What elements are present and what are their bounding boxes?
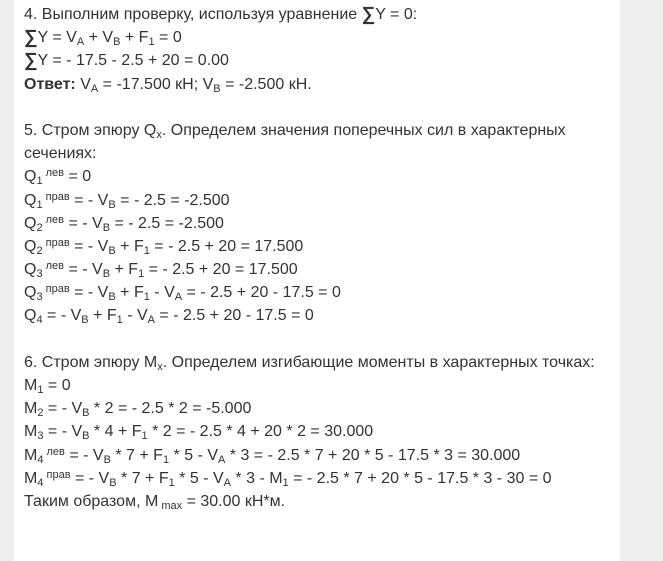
- text-fragment: = - 2.5 * 7 + 20 * 5 - 17.5 * 3 - 30 = 0: [288, 469, 552, 487]
- m-line-1: [24, 374, 620, 397]
- text-fragment: = - 2.5 = -2.500: [110, 214, 224, 232]
- m-line-3: [24, 420, 620, 443]
- text-fragment: * 3 = - 2.5 * 7 + 20 * 5 - 17.5 * 3 = 30.000: [225, 446, 521, 464]
- section-5-heading: [24, 119, 620, 165]
- subscript: B: [113, 36, 121, 49]
- solution-text: [24, 3, 620, 513]
- spacer: [24, 96, 620, 119]
- subscript: A: [90, 82, 99, 95]
- m-line-5: [24, 467, 620, 490]
- sigma-symbol: ∑: [361, 4, 376, 25]
- subscript: B: [102, 221, 111, 234]
- subscript: 1: [37, 384, 44, 397]
- text-fragment: + F: [110, 261, 139, 279]
- text-fragment: M: [24, 400, 38, 418]
- text-fragment: = - V: [69, 237, 109, 255]
- text-fragment: = - V: [43, 423, 83, 441]
- subscript: x: [157, 360, 163, 373]
- subscript: B: [103, 453, 111, 466]
- text-fragment: M: [24, 423, 38, 441]
- text-fragment: 5. Стром эпюру Q: [24, 121, 157, 139]
- answer-line: [24, 73, 620, 96]
- subscript: 1: [141, 430, 148, 443]
- text-fragment: = - V: [69, 191, 109, 209]
- subscript: B: [102, 268, 111, 281]
- text-fragment: Q: [24, 237, 37, 255]
- subscript: 2: [36, 244, 43, 257]
- text-fragment: = 0: [64, 168, 92, 186]
- text-fragment: . Определем изгибающие моменты в характерных точках:: [162, 353, 595, 371]
- text-fragment: Q: [24, 168, 37, 186]
- subscript: 3: [36, 268, 43, 281]
- text-fragment: = - 2.5 + 20 - 17.5 = 0: [182, 284, 341, 302]
- text-fragment: = - V: [64, 261, 103, 279]
- q-line-1: [24, 165, 620, 188]
- subscript: B: [82, 407, 90, 420]
- text-fragment: + F: [120, 29, 149, 47]
- m-line-4: [24, 444, 620, 467]
- text-fragment: = 30.00 кН*м.: [182, 492, 286, 510]
- superscript: лев: [42, 260, 65, 273]
- superscript: лев: [42, 167, 65, 180]
- text-fragment: = - V: [70, 469, 110, 487]
- text-fragment: M: [24, 377, 38, 395]
- text-fragment: Y = V: [37, 29, 77, 47]
- text-fragment: = - 2.5 + 20 - 17.5 = 0: [154, 307, 314, 325]
- text-fragment: + F: [115, 284, 144, 302]
- subscript: 3: [36, 291, 43, 304]
- subscript: 1: [36, 175, 43, 188]
- text-fragment: Q: [24, 284, 37, 302]
- text-fragment: = - V: [43, 400, 83, 418]
- subscript: x: [156, 128, 162, 141]
- check-result-line: [24, 49, 620, 72]
- text-fragment: Q: [24, 307, 37, 325]
- text-fragment: M: [24, 469, 38, 487]
- subscript: 4: [36, 314, 43, 327]
- section-4-heading: [24, 3, 620, 26]
- text-fragment: Y = - 17.5 - 2.5 + 20 = 0.00: [37, 52, 229, 70]
- subscript: A: [223, 476, 231, 489]
- subscript: B: [108, 244, 116, 257]
- text-fragment: Q: [24, 191, 37, 209]
- subscript: B: [108, 198, 116, 211]
- subscript: 1: [282, 476, 289, 489]
- text-fragment: = - V: [64, 446, 104, 464]
- q-line-5: [24, 258, 620, 281]
- text-fragment: = 0: [154, 29, 182, 47]
- sigma-symbol: ∑: [24, 50, 38, 72]
- text-fragment: - V: [122, 307, 148, 325]
- text-fragment: = - V: [69, 284, 109, 302]
- text-fragment: * 3 - M: [230, 469, 283, 487]
- subscript: 1: [143, 291, 150, 304]
- text-fragment: * 7 + F: [110, 446, 163, 464]
- text-fragment: Q: [24, 214, 37, 232]
- text-fragment: Q: [24, 261, 37, 279]
- subscript: 1: [168, 476, 175, 489]
- subscript: 4: [37, 476, 44, 489]
- heading-text: 4. Выполним проверку, используя уравнение: [24, 6, 358, 23]
- q-line-7: [24, 304, 620, 327]
- subscript: B: [109, 476, 117, 489]
- text-fragment: * 5 - V: [169, 446, 218, 464]
- q-line-3: [24, 212, 620, 235]
- subscript: 1: [148, 36, 155, 49]
- text-fragment: M: [24, 446, 38, 464]
- section-6-heading: [24, 351, 620, 374]
- subscript: 4: [37, 453, 44, 466]
- text-fragment: = - 2.5 + 20 = 17.500: [144, 261, 298, 279]
- q-line-2: [24, 189, 620, 212]
- subscript: 1: [143, 244, 150, 257]
- subscript: 1: [36, 198, 43, 211]
- subscript: B: [213, 82, 221, 95]
- check-equation-line: [24, 26, 620, 49]
- text-fragment: = -17.500 кН; V: [98, 75, 214, 93]
- text-fragment: * 7 + F: [116, 469, 169, 487]
- spacer: [24, 328, 620, 351]
- subscript: A: [147, 314, 155, 327]
- text-fragment: Таким образом, M: [24, 492, 159, 510]
- text-fragment: + F: [115, 237, 144, 255]
- text-fragment: = - V: [42, 307, 82, 325]
- superscript: прав: [42, 190, 70, 203]
- subscript: 1: [162, 453, 170, 466]
- text-fragment: + F: [88, 307, 117, 325]
- subscript: B: [108, 291, 116, 304]
- superscript: прав: [42, 236, 70, 249]
- subscript: 1: [116, 314, 123, 327]
- subscript: 1: [138, 268, 145, 281]
- subscript: max: [158, 499, 183, 512]
- m-line-2: [24, 397, 620, 420]
- text-fragment: * 5 - V: [174, 469, 224, 487]
- text-fragment: = - 2.5 + 20 = 17.500: [149, 237, 304, 255]
- text-fragment: * 4 + F: [89, 423, 142, 441]
- subscript: A: [174, 291, 183, 304]
- heading-tail: Y = 0:: [375, 6, 418, 23]
- text-fragment: - V: [149, 284, 175, 302]
- subscript: B: [82, 430, 90, 443]
- subscript: 2: [36, 221, 43, 234]
- subscript: A: [217, 453, 226, 466]
- q-line-4: [24, 235, 620, 258]
- q-line-6: [24, 281, 620, 304]
- text-fragment: V: [75, 75, 91, 93]
- text-fragment: = 0: [43, 377, 71, 395]
- answer-label: Ответ:: [24, 75, 76, 93]
- superscript: прав: [42, 283, 70, 296]
- subscript: A: [76, 36, 85, 49]
- subscript: B: [81, 314, 89, 327]
- text-fragment: = - V: [64, 214, 103, 232]
- text-fragment: = -2.500 кН.: [220, 75, 312, 93]
- text-fragment: + V: [84, 29, 114, 47]
- superscript: лев: [42, 213, 65, 226]
- text-fragment: * 2 = - 2.5 * 4 + 20 * 2 = 30.000: [147, 423, 374, 441]
- sigma-symbol: ∑: [24, 27, 38, 49]
- subscript: 2: [37, 407, 44, 420]
- subscript: 3: [37, 430, 44, 443]
- text-fragment: 6. Стром эпюру M: [24, 353, 158, 371]
- text-fragment: = - 2.5 = -2.500: [115, 191, 230, 209]
- text-fragment: . Определем значения поперечных сил в характерных сечениях:: [24, 121, 566, 163]
- superscript: лев: [43, 445, 65, 458]
- superscript: прав: [43, 468, 71, 481]
- document-page: [14, 0, 620, 561]
- text-fragment: * 2 = - 2.5 * 2 = -5.000: [89, 400, 252, 418]
- conclusion-line: [24, 490, 620, 513]
